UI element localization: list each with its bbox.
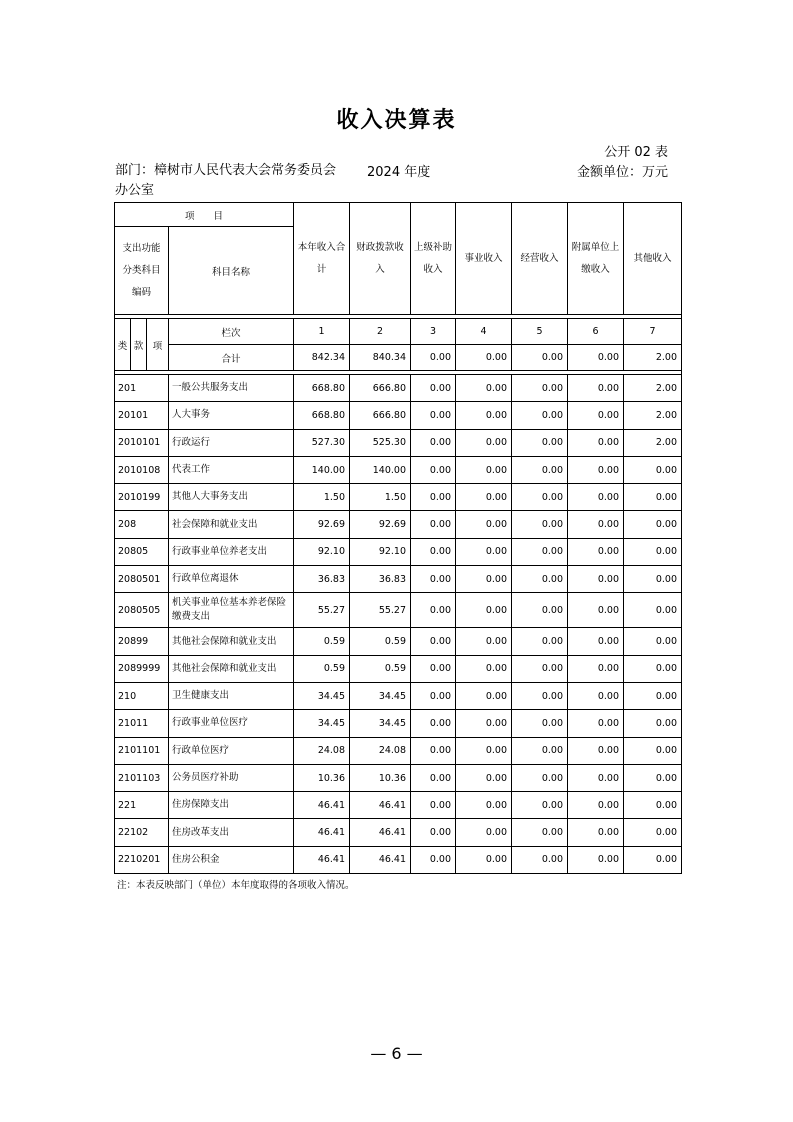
row-value: 0.00 [568,628,624,655]
table-row [115,710,682,737]
row-code: 20101 [115,402,169,429]
table-row [115,456,682,483]
table-row [115,628,682,655]
header-col-other: 其他收入 [624,203,682,315]
row-value: 0.00 [411,375,456,402]
row-value: 0.00 [512,737,568,764]
page-number: — 6 — [370,1044,423,1063]
table-row [115,429,682,456]
row-value: 1.50 [350,484,411,511]
header-item: 项 目 [115,203,294,227]
row-name: 卫生健康支出 [169,682,294,709]
row-value: 0.00 [456,456,512,483]
row-value: 46.41 [350,792,411,819]
row-value: 34.45 [350,682,411,709]
row-value: 0.00 [512,655,568,682]
page-title: 收入决算表 [336,108,457,133]
table-row [115,682,682,709]
total-value: 840.34 [350,345,411,371]
row-value: 46.41 [294,819,350,846]
row-value: 0.00 [624,484,682,511]
header-col-business: 事业收入 [456,203,512,315]
total-value: 0.00 [512,345,568,371]
amount-unit: 金额单位：万元 [576,165,668,180]
row-value: 0.00 [456,511,512,538]
row-value: 0.00 [411,511,456,538]
total-value: 0.00 [411,345,456,371]
table-row [115,484,682,511]
header-lei: 类 [115,319,131,371]
col-num: 6 [568,319,624,345]
header-kuan: 款 [131,319,147,371]
row-name: 住房改革支出 [169,819,294,846]
row-name: 行政事业单位医疗 [169,710,294,737]
row-value: 0.00 [624,737,682,764]
row-code: 2210201 [115,846,169,873]
row-value: 0.00 [568,846,624,873]
row-value: 0.00 [624,566,682,593]
total-label: 合计 [169,345,294,371]
row-value: 0.00 [411,764,456,791]
row-value: 0.00 [411,792,456,819]
row-value: 0.00 [456,484,512,511]
footnote: 注：本表反映部门（单位）本年度取得的各项收入情况。 [117,880,355,891]
row-code: 210 [115,682,169,709]
header-col-operating: 经营收入 [512,203,568,315]
row-value: 0.00 [568,429,624,456]
row-value: 0.00 [411,456,456,483]
row-value: 0.00 [512,538,568,565]
row-value: 0.00 [568,737,624,764]
row-code: 2101101 [115,737,169,764]
row-value: 0.00 [624,456,682,483]
row-value: 2.00 [624,402,682,429]
row-value: 0.00 [624,593,682,628]
row-value: 0.00 [568,593,624,628]
row-value: 0.00 [512,456,568,483]
row-name: 行政单位离退休 [169,566,294,593]
col-num: 1 [294,319,350,345]
row-value: 0.00 [411,846,456,873]
row-value: 34.45 [350,710,411,737]
row-value: 0.00 [624,710,682,737]
row-name: 住房保障支出 [169,792,294,819]
row-value: 0.00 [411,566,456,593]
row-code: 2089999 [115,655,169,682]
form-number: 公开 02 表 [604,145,668,160]
row-code: 22102 [115,819,169,846]
row-value: 34.45 [294,682,350,709]
header-col-fiscal: 财政拨款收入 [350,203,411,315]
table-row [115,819,682,846]
row-code: 208 [115,511,169,538]
row-value: 1.50 [294,484,350,511]
col-num: 3 [411,319,456,345]
row-value: 0.00 [568,682,624,709]
header-code: 支出功能分类科目编码 [115,227,169,315]
table-row [115,566,682,593]
col-num: 7 [624,319,682,345]
total-value: 0.00 [456,345,512,371]
row-code: 221 [115,792,169,819]
header-col-total: 本年收入合计 [294,203,350,315]
row-value: 55.27 [294,593,350,628]
row-code: 20805 [115,538,169,565]
row-name: 行政运行 [169,429,294,456]
row-value: 0.00 [411,484,456,511]
row-value: 0.00 [624,846,682,873]
row-value: 0.00 [512,846,568,873]
header-name: 科目名称 [169,227,294,315]
row-value: 0.00 [456,429,512,456]
row-value: 0.00 [512,628,568,655]
header-col-superior: 上级补助收入 [411,203,456,315]
row-value: 0.00 [568,511,624,538]
row-value: 0.00 [411,819,456,846]
table-row [115,375,682,402]
row-value: 0.00 [624,655,682,682]
row-value: 10.36 [294,764,350,791]
row-code: 2080505 [115,593,169,628]
row-value: 0.59 [294,628,350,655]
row-value: 0.00 [512,682,568,709]
row-name: 其他社会保障和就业支出 [169,655,294,682]
row-value: 46.41 [350,819,411,846]
col-num: 4 [456,319,512,345]
row-value: 525.30 [350,429,411,456]
row-value: 0.00 [456,566,512,593]
row-value: 0.00 [568,484,624,511]
row-value: 92.10 [294,538,350,565]
row-value: 0.00 [512,429,568,456]
row-value: 0.00 [411,402,456,429]
row-value: 0.00 [456,593,512,628]
income-table [114,202,682,874]
row-value: 666.80 [350,375,411,402]
row-value: 0.00 [411,628,456,655]
row-value: 0.00 [568,538,624,565]
row-value: 0.00 [512,819,568,846]
table-body [115,375,682,874]
department-label: 部门：樟树市人民代表大会常务委员会办公室 [115,163,337,198]
row-name: 代表工作 [169,456,294,483]
row-value: 92.10 [350,538,411,565]
row-value: 0.00 [624,628,682,655]
row-value: 140.00 [294,456,350,483]
row-code: 2010101 [115,429,169,456]
row-value: 0.00 [568,456,624,483]
row-value: 0.00 [456,402,512,429]
row-name: 住房公积金 [169,846,294,873]
row-value: 0.00 [512,792,568,819]
header-lanci: 栏次 [169,319,294,345]
row-value: 0.00 [624,819,682,846]
col-num: 5 [512,319,568,345]
row-value: 0.00 [411,710,456,737]
row-value: 0.00 [568,764,624,791]
row-name: 公务员医疗补助 [169,764,294,791]
table-row [115,737,682,764]
row-value: 2.00 [624,429,682,456]
row-value: 0.00 [624,764,682,791]
report-year: 2024 年度 [367,165,431,180]
row-value: 10.36 [350,764,411,791]
row-value: 668.80 [294,402,350,429]
total-value: 842.34 [294,345,350,371]
row-value: 527.30 [294,429,350,456]
row-name: 其他社会保障和就业支出 [169,628,294,655]
row-code: 2101103 [115,764,169,791]
row-code: 2010108 [115,456,169,483]
row-value: 0.00 [568,819,624,846]
row-name: 其他人大事务支出 [169,484,294,511]
row-value: 46.41 [294,846,350,873]
row-name: 机关事业单位基本养老保险缴费支出 [169,593,294,628]
row-value: 0.00 [456,655,512,682]
row-value: 0.00 [456,682,512,709]
row-value: 0.00 [411,593,456,628]
row-value: 0.00 [411,682,456,709]
row-value: 0.00 [568,655,624,682]
row-value: 0.00 [456,538,512,565]
row-value: 0.00 [568,792,624,819]
row-value: 0.00 [512,402,568,429]
row-value: 0.00 [456,764,512,791]
row-value: 0.00 [512,764,568,791]
row-value: 0.00 [411,538,456,565]
row-code: 21011 [115,710,169,737]
header-col-affiliated: 附属单位上缴收入 [568,203,624,315]
table-row [115,511,682,538]
row-value: 0.59 [294,655,350,682]
table-row [115,792,682,819]
row-value: 0.00 [411,655,456,682]
row-value: 0.00 [512,593,568,628]
row-value: 0.00 [456,819,512,846]
row-value: 0.00 [456,792,512,819]
row-value: 92.69 [350,511,411,538]
row-name: 行政单位医疗 [169,737,294,764]
row-value: 24.08 [350,737,411,764]
row-value: 666.80 [350,402,411,429]
row-value: 46.41 [294,792,350,819]
row-value: 0.00 [568,566,624,593]
table-row [115,764,682,791]
row-value: 0.00 [456,710,512,737]
row-name: 社会保障和就业支出 [169,511,294,538]
row-value: 0.00 [411,429,456,456]
table-row [115,402,682,429]
row-code: 20899 [115,628,169,655]
row-value: 34.45 [294,710,350,737]
row-value: 2.00 [624,375,682,402]
row-value: 0.00 [512,566,568,593]
row-value: 0.00 [456,628,512,655]
row-value: 0.00 [512,484,568,511]
row-value: 0.59 [350,628,411,655]
row-value: 668.80 [294,375,350,402]
col-num: 2 [350,319,411,345]
row-name: 行政事业单位养老支出 [169,538,294,565]
row-value: 0.00 [456,737,512,764]
table-row [115,538,682,565]
total-value: 0.00 [568,345,624,371]
row-value: 0.00 [624,792,682,819]
row-code: 2080501 [115,566,169,593]
row-value: 0.00 [512,511,568,538]
row-value: 0.00 [456,375,512,402]
row-value: 24.08 [294,737,350,764]
table-row [115,593,682,628]
row-value: 0.00 [624,538,682,565]
row-value: 0.00 [568,375,624,402]
row-value: 55.27 [350,593,411,628]
row-value: 0.00 [624,511,682,538]
row-code: 2010199 [115,484,169,511]
row-name: 一般公共服务支出 [169,375,294,402]
row-value: 140.00 [350,456,411,483]
row-code: 201 [115,375,169,402]
row-value: 0.59 [350,655,411,682]
total-value: 2.00 [624,345,682,371]
row-value: 0.00 [456,846,512,873]
row-value: 0.00 [624,682,682,709]
row-value: 0.00 [512,710,568,737]
row-value: 0.00 [512,375,568,402]
row-value: 0.00 [411,737,456,764]
row-value: 92.69 [294,511,350,538]
row-value: 0.00 [568,710,624,737]
row-value: 36.83 [294,566,350,593]
table-row [115,846,682,873]
row-value: 36.83 [350,566,411,593]
table-row [115,655,682,682]
row-value: 0.00 [568,402,624,429]
row-name: 人大事务 [169,402,294,429]
header-xiang: 项 [147,319,169,371]
row-value: 46.41 [350,846,411,873]
